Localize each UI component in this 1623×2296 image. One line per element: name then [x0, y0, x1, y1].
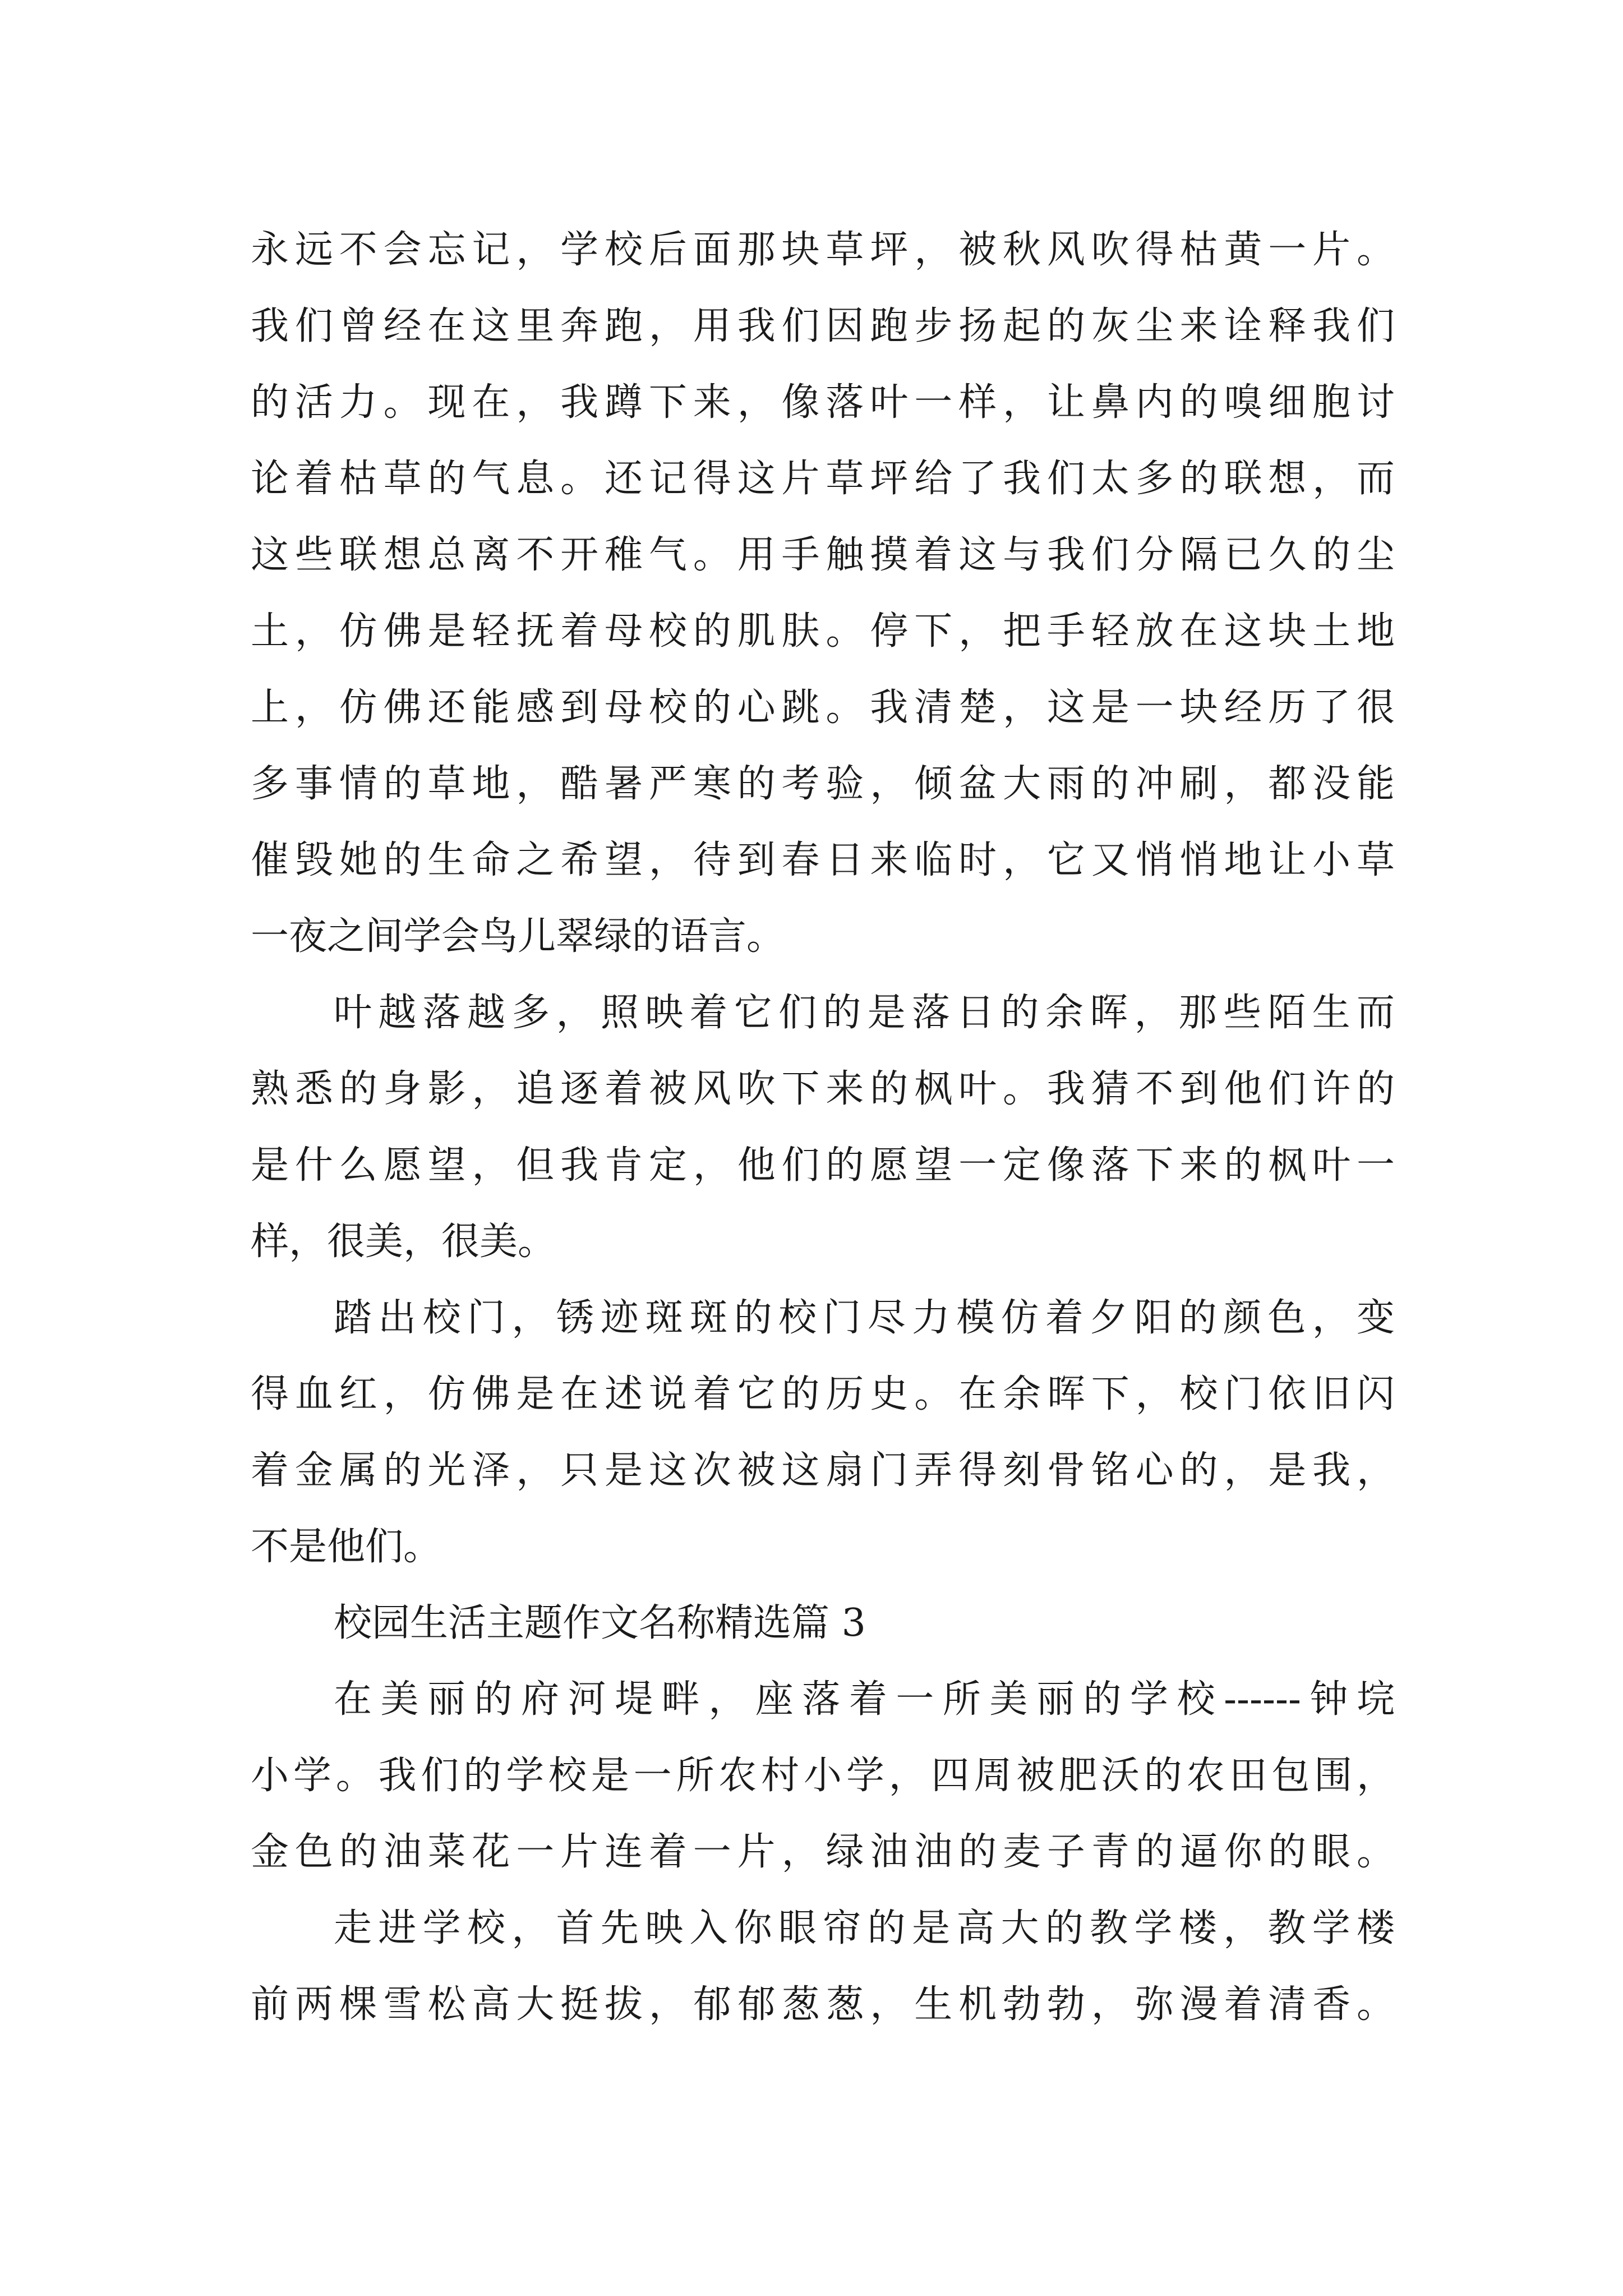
text-line: 土，仿佛是轻抚着母校的肌肤。停下，把手轻放在这块土地	[251, 609, 1395, 654]
text-line: 这些联想总离不开稚气。用手触摸着这与我们分隔已久的尘	[251, 533, 1395, 577]
text-line: 一夜之间学会鸟儿翠绿的语言。	[251, 914, 785, 959]
text-line: 多事情的草地，酷暑严寒的考验，倾盆大雨的冲刷，都没能	[251, 762, 1395, 806]
text-line: 我们曾经在这里奔跑，用我们因跑步扬起的灰尘来诠释我们	[251, 304, 1395, 348]
text-line: 是什么愿望，但我肯定，他们的愿望一定像落下来的枫叶一	[251, 1143, 1395, 1188]
text-line: 金色的油菜花一片连着一片，绿油油的麦子青的逼你的眼。	[251, 1830, 1395, 1874]
text-line: 叶越落越多，照映着它们的是落日的余晖，那些陌生而	[334, 991, 1395, 1035]
text-line: 永远不会忘记，学校后面那块草坪，被秋风吹得枯黄一片。	[251, 228, 1395, 272]
text-line: 的活力。现在，我蹲下来，像落叶一样，让鼻内的嗅细胞讨	[251, 380, 1395, 425]
section-heading: 校园生活主题作文名称精选篇 3	[334, 1601, 866, 1645]
text-line: 上，仿佛还能感到母校的心跳。我清楚，这是一块经历了很	[251, 685, 1395, 730]
document-body	[251, 212, 1395, 2043]
text-line: 得血红，仿佛是在述说着它的历史。在余晖下，校门依旧闪	[251, 1372, 1395, 1416]
text-line: 在美丽的府河堤畔，座落着一所美丽的学校------钟垸	[334, 1677, 1395, 1722]
text-line: 熟悉的身影，追逐着被风吹下来的枫叶。我猜不到他们许的	[251, 1067, 1395, 1111]
text-line: 小学。我们的学校是一所农村小学，四周被肥沃的农田包围，	[251, 1754, 1395, 1798]
text-line: 催毁她的生命之希望，待到春日来临时，它又悄悄地让小草	[251, 838, 1395, 882]
text-line: 样，很美，很美。	[251, 1220, 556, 1264]
text-line: 踏出校门，锈迹斑斑的校门尽力模仿着夕阳的颜色，变	[334, 1296, 1395, 1340]
text-line: 前两棵雪松高大挺拔，郁郁葱葱，生机勃勃，弥漫着清香。	[251, 1982, 1395, 2027]
text-line: 不是他们。	[251, 1525, 442, 1569]
text-line: 着金属的光泽，只是这次被这扇门弄得刻骨铭心的，是我，	[251, 1448, 1395, 1493]
text-line: 走进学校，首先映入你眼帘的是高大的教学楼，教学楼	[334, 1906, 1395, 1950]
text-line: 论着枯草的气息。还记得这片草坪给了我们太多的联想，而	[251, 457, 1395, 501]
